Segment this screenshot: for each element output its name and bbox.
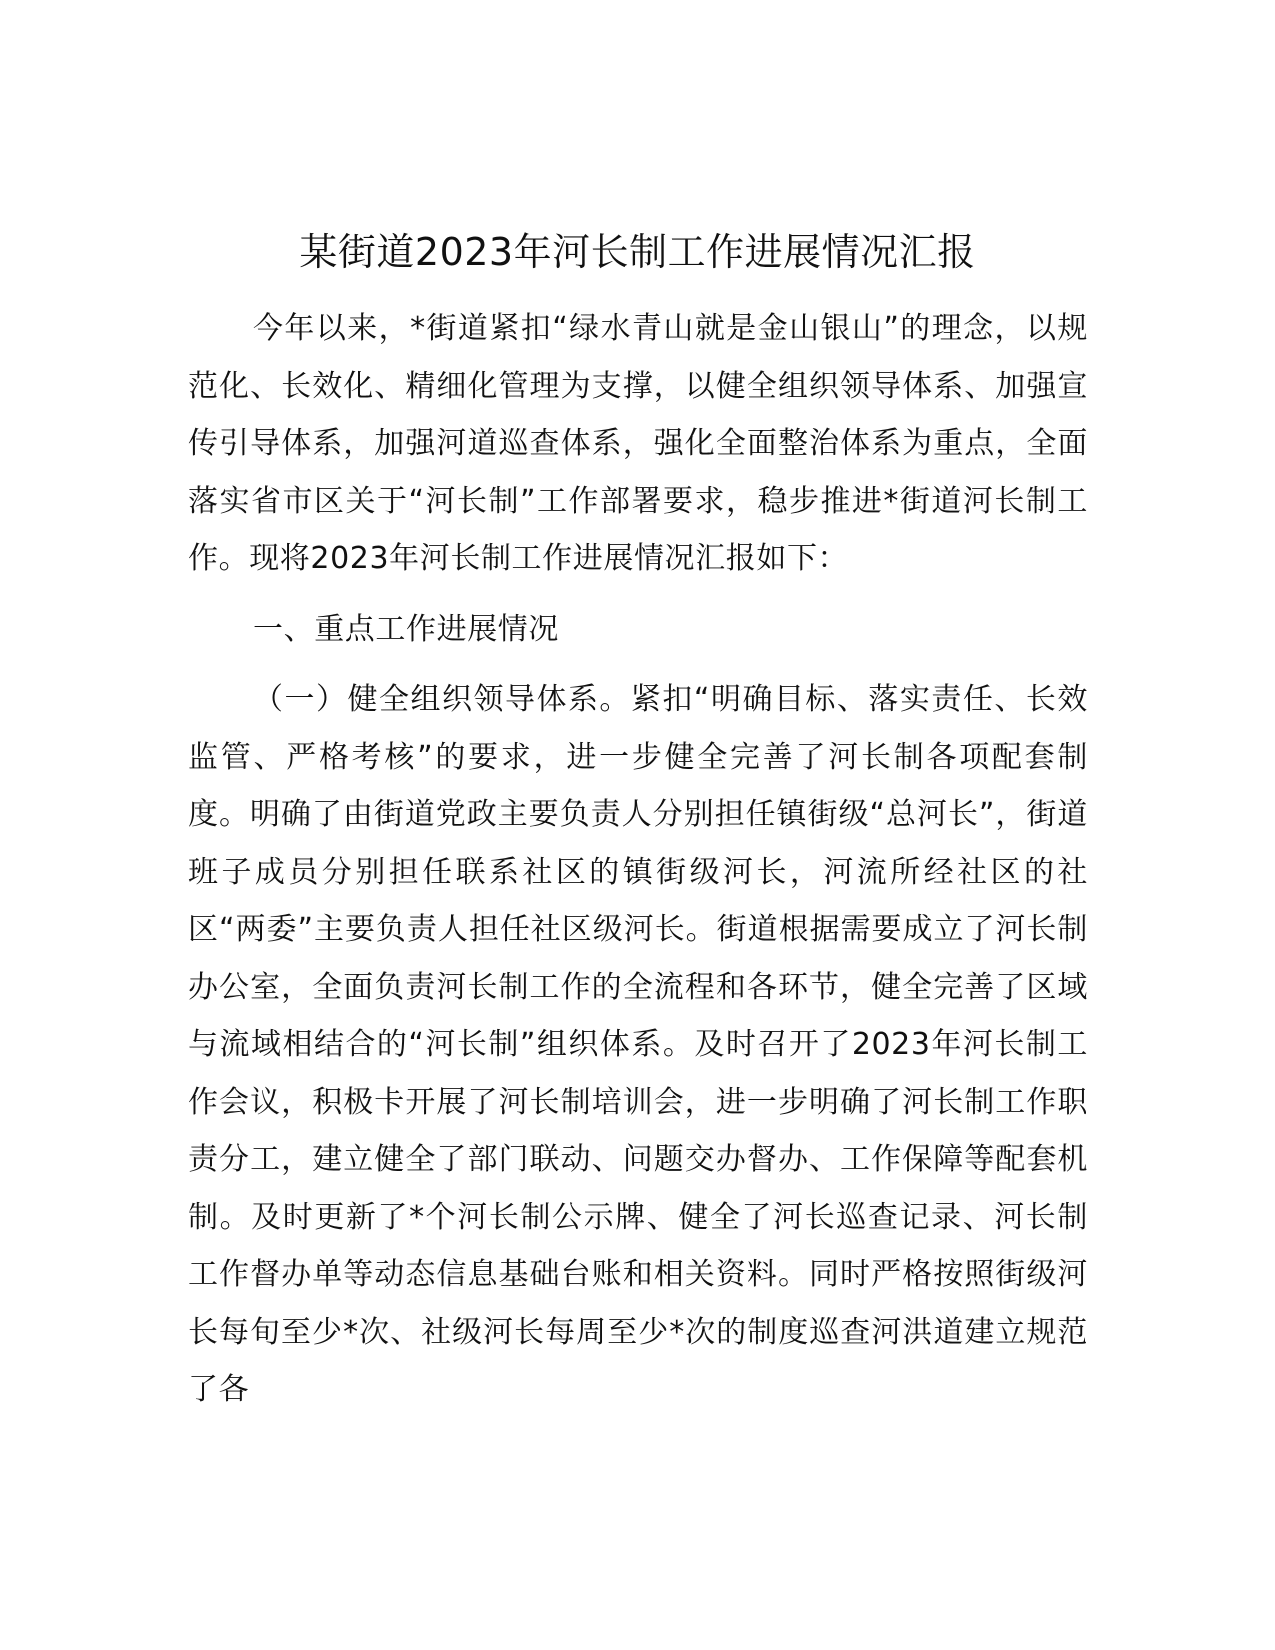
document-body [188, 300, 1088, 1419]
section-heading: 一、重点工作进展情况 [253, 611, 559, 647]
document-title: 某街道2023年河长制工作进展情况汇报 [299, 230, 976, 274]
section-paragraph: （一）健全组织领导体系。紧扣“明确目标、落实责任、长效监管、严格考核”的要求，进一步健全完善了河长制各项配套制度。明确了由街道党政主要负责人分别担任镇街级“总河长”，街道班子成员分别担任联系社区的镇街级河长，河流所经社区的社区“两委”主要负责人担任社区级河长。街道根据需要成立了河长制办公室，全面负责河长制工作的全流程和各环节，健全完善了区域与流域相结合的“河长制”组织体系。及时召开了2023年河长制工作会议，积极卡开展了河长制培训会，进一步明确了河长制工作职责分工，建立健全了部门联动、问题交办督办、工作保障等配套机制。及时更新了*个河长制公示牌、健全了河长巡查记录、河长制工作督办单等动态信息基础台账和相关资料。同时严格按照街级河长每旬至少*次、社级河长每周至少*次的制度巡查河洪道建立规范了各 [188, 682, 1088, 1407]
intro-paragraph: 今年以来，*街道紧扣“绿水青山就是金山银山”的理念，以规范化、长效化、精细化管理为支撑，以健全组织领导体系、加强宣传引导体系，加强河道巡查体系，强化全面整治体系为重点，全面落实省市区关于“河长制”工作部署要求，稳步推进*街道河长制工作。现将2023年河长制工作进展情况汇报如下： [188, 311, 1088, 576]
